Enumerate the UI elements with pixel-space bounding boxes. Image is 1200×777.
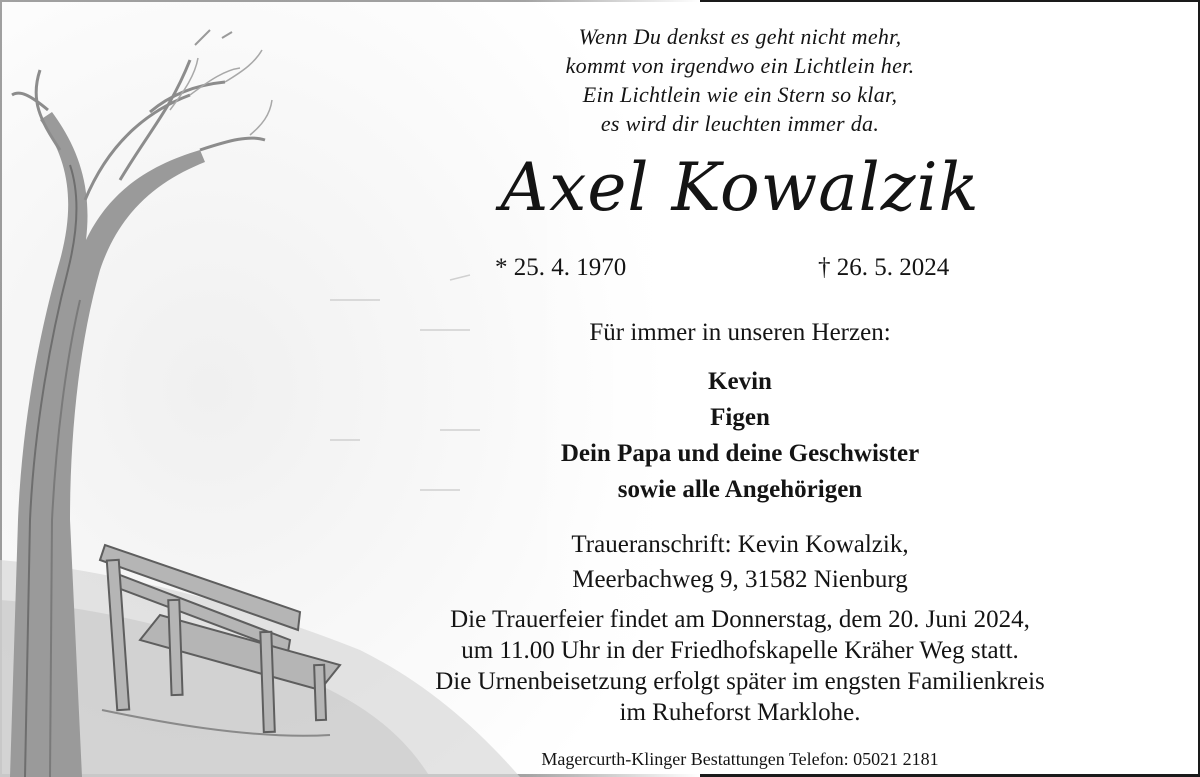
mourner-name: Figen <box>710 404 770 431</box>
mourner-name: sowie alle Angehörigen <box>617 476 863 503</box>
mourners-heading: Für immer in unseren Herzen: <box>589 319 891 346</box>
mourner-name: Kevin <box>708 368 772 395</box>
service-line: um 11.00 Uhr in der Friedhofskapelle Kräher Weg statt. <box>461 637 1019 664</box>
mourners-list <box>440 364 1040 508</box>
mourner-name: Dein Papa und deine Geschwister <box>560 440 920 467</box>
poem-line: Ein Lichtlein wie ein Stern so klar, <box>582 82 898 107</box>
address-line: Traueranschrift: Kevin Kowalzik, <box>571 531 909 558</box>
service-line: im Ruheforst Marklohe. <box>619 699 861 726</box>
funeral-home-footer: Magercurth-Klinger Bestattungen Telefon: 05021 2181 <box>541 749 939 769</box>
poem-line: es wird dir leuchten immer da. <box>600 111 880 136</box>
mourning-address <box>440 527 1040 597</box>
deceased-name: Axel Kowalzik <box>500 149 980 226</box>
address-line: Meerbachweg 9, 31582 Nienburg <box>572 566 908 593</box>
death-date: † 26. 5. 2024 <box>818 254 950 281</box>
poem-line: Wenn Du denkst es geht nicht mehr, <box>578 24 902 49</box>
birth-date: * 25. 4. 1970 <box>495 254 627 281</box>
poem-line: kommt von irgendwo ein Lichtlein her. <box>565 53 915 78</box>
service-line: Die Trauerfeier findet am Donnerstag, dem 20. Juni 2024, <box>450 606 1030 633</box>
service-line: Die Urnenbeisetzung erfolgt später im engsten Familienkreis <box>435 668 1045 695</box>
service-details <box>340 604 1140 728</box>
poem <box>440 22 1040 138</box>
